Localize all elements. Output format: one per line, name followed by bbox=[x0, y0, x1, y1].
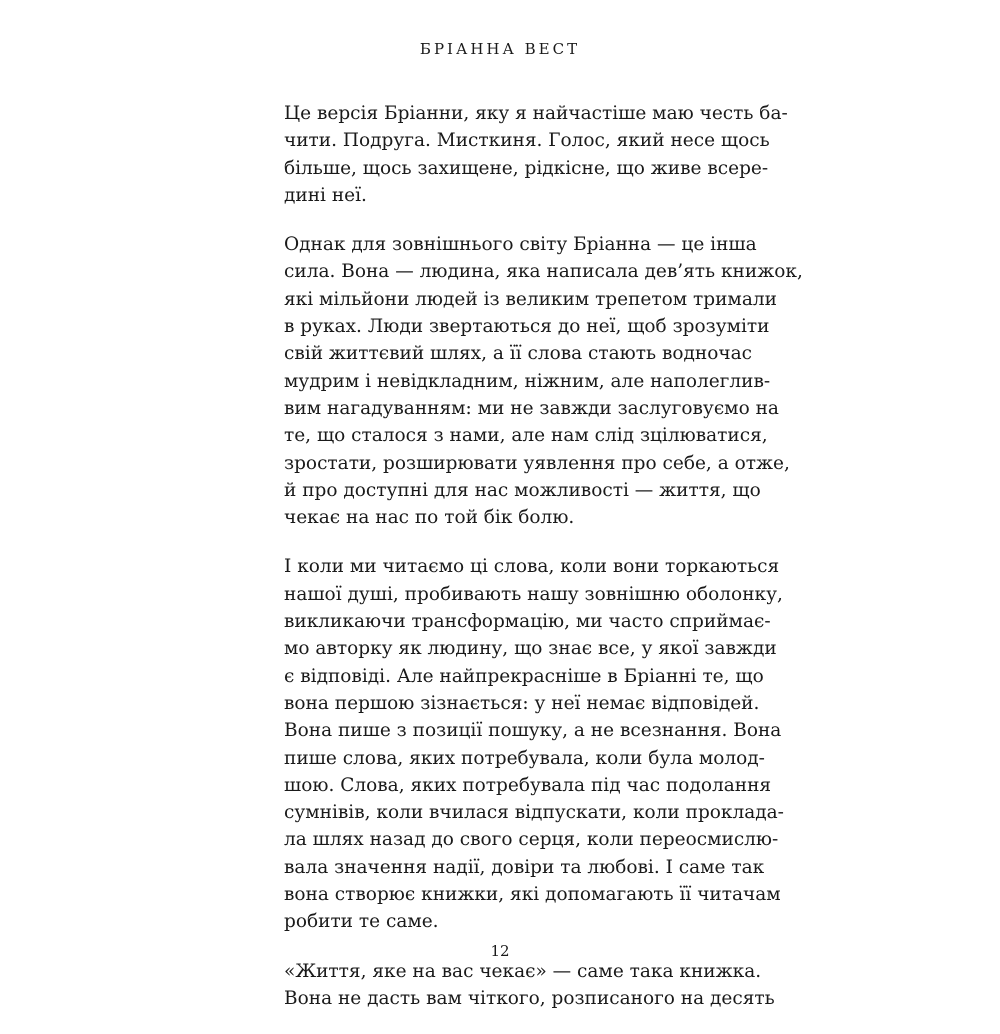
text-line: вона першою зізнається: у неї немає відповідей. bbox=[284, 692, 760, 714]
text-line: в руках. Люди звертаються до неї, щоб зрозуміти bbox=[284, 316, 770, 338]
text-line: й про доступні для нас можливості — життя, що bbox=[284, 479, 761, 501]
body-text bbox=[284, 100, 803, 1034]
text-line: робити те саме. bbox=[284, 911, 439, 933]
page-number: 12 bbox=[490, 942, 510, 960]
text-line: більше, щось захищене, рідкісне, що живе всере- bbox=[284, 157, 769, 179]
text-line: пише слова, яких потребувала, коли була молод- bbox=[284, 747, 765, 769]
text-line: ла шлях назад до свого серця, коли переосмислю- bbox=[284, 829, 779, 851]
text-line: Це версія Бріанни, яку я найчастіше маю честь ба- bbox=[284, 103, 788, 124]
text-line: те, що сталося з нами, але нам слід зцілюватися, bbox=[284, 425, 768, 447]
text-line: «Життя, яке на вас чекає» — саме така книжка. bbox=[284, 960, 762, 982]
text-line: вим нагадуванням: ми не завжди заслуговуємо на bbox=[284, 397, 779, 419]
text-line: Однак для зовнішнього світу Бріанна — це інша bbox=[284, 234, 757, 256]
text-line: нашої душі, пробивають нашу зовнішню оболонку, bbox=[284, 583, 783, 605]
text-line: сила. Вона — людина, яка написала дев’ять книжок, bbox=[284, 261, 803, 283]
text-line: сумнівів, коли вчилася відпускати, коли проклада- bbox=[284, 802, 784, 824]
text-line: які мільйони людей із великим трепетом тримали bbox=[284, 288, 777, 310]
text-line: Вона не дасть вам чіткого, розписаного на десять bbox=[284, 987, 775, 1009]
text-line: Вона пише з позиції пошуку, а не всезнання. Вона bbox=[284, 720, 782, 742]
text-line: мудрим і невідкладним, ніжним, але наполеглив- bbox=[284, 370, 771, 392]
text-line: є відповіді. Але найпрекрасніше в Бріанні те, що bbox=[284, 665, 764, 687]
text-line: викликаючи трансформацію, ми часто сприймає- bbox=[284, 611, 771, 633]
text-line: вона створює книжки, які допомагають її читачам bbox=[284, 884, 781, 906]
text-line: зростати, розширювати уявлення про себе, а отже, bbox=[284, 452, 790, 474]
paragraph bbox=[284, 553, 784, 935]
text-line: чекає на нас по той бік болю. bbox=[284, 507, 575, 529]
text-line: шою. Слова, яких потребувала під час подолання bbox=[284, 774, 772, 796]
paragraph bbox=[284, 958, 775, 1013]
text-line: мо авторку як людину, що знає все, у якої завжди bbox=[284, 638, 777, 660]
running-header: БРІАННА ВЕСТ bbox=[419, 40, 581, 58]
text-line: вала значення надії, довіри та любові. І саме так bbox=[284, 856, 765, 878]
text-line: чити. Подруга. Мисткиня. Голос, який несе щось bbox=[284, 130, 770, 152]
text-line: дині неї. bbox=[284, 184, 367, 206]
text-line: І коли ми читаємо ці слова, коли вони торкаються bbox=[284, 556, 780, 578]
text-line: свій життєвий шлях, а її слова стають водночас bbox=[284, 343, 753, 365]
paragraph bbox=[284, 231, 803, 531]
paragraph bbox=[284, 100, 788, 209]
